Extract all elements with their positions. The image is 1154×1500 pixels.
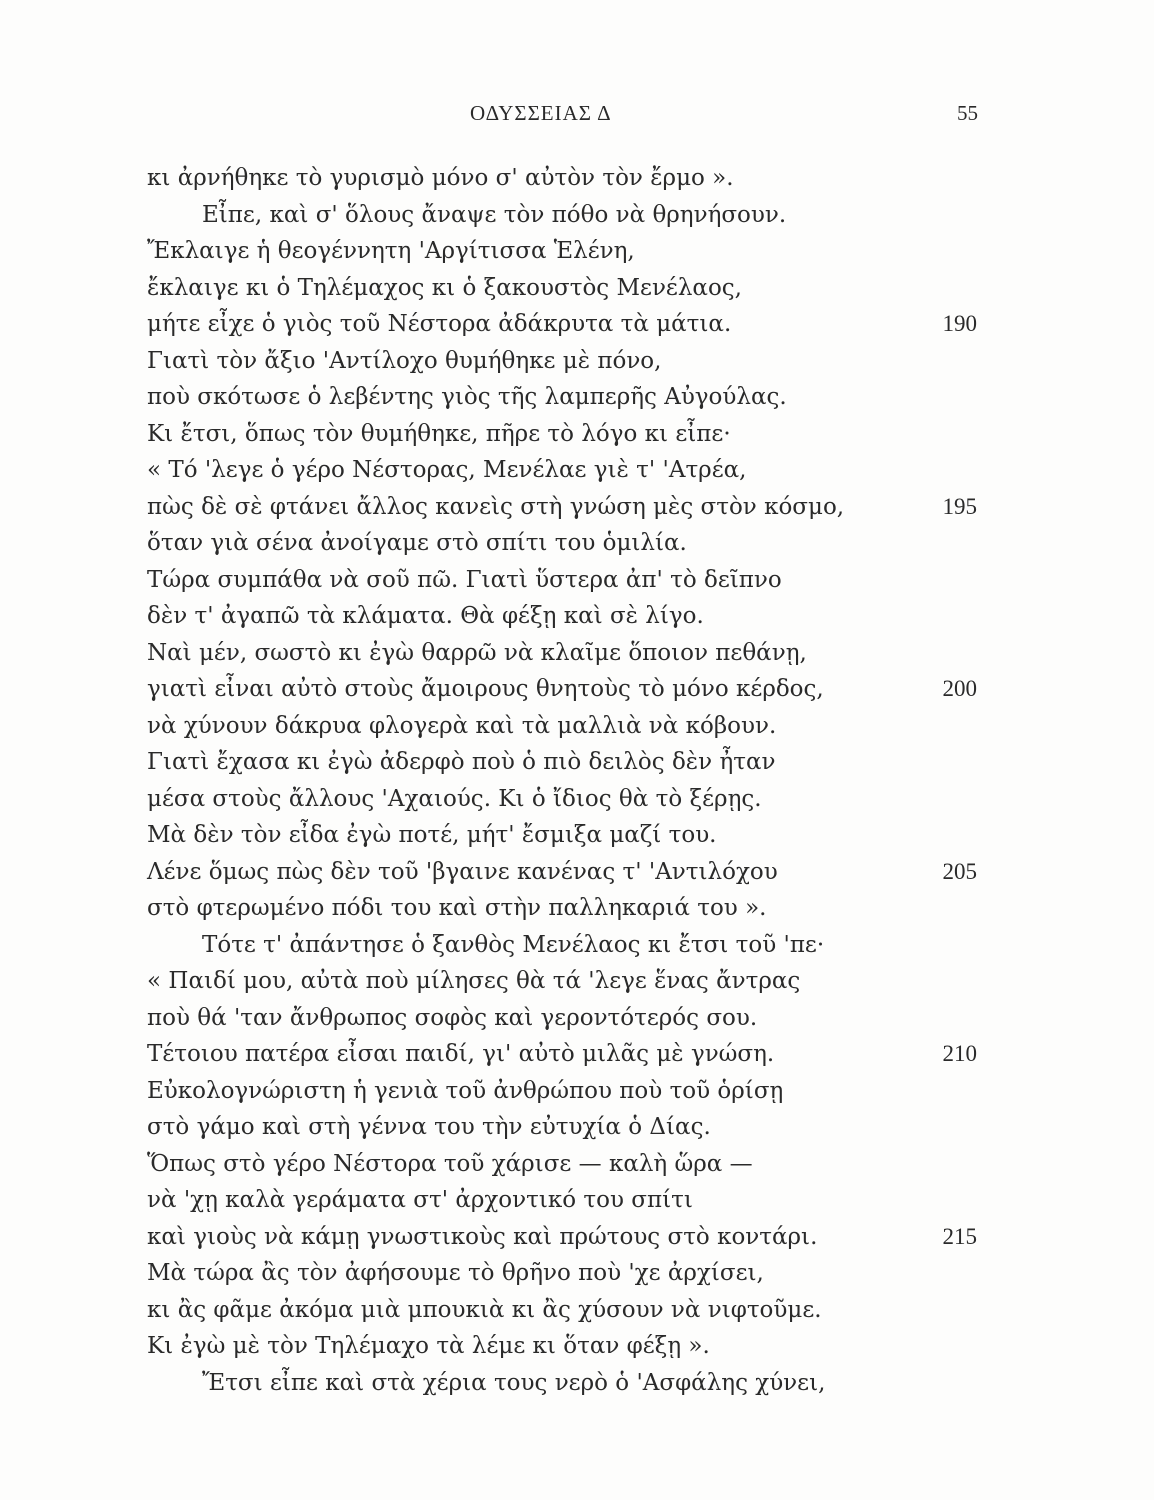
verse-text: ὅταν γιὰ σένα ἀνοίγαμε στὸ σπίτι του ὁμιλία. bbox=[147, 530, 687, 556]
verse-line bbox=[147, 781, 977, 818]
verse-line bbox=[147, 671, 977, 708]
verse-line bbox=[147, 343, 977, 380]
verse-text: Ὅπως στὸ γέρο Νέστορα τοῦ χάρισε — καλὴ ὥρα — bbox=[147, 1150, 753, 1177]
line-number: 205 bbox=[942, 858, 977, 884]
verse-line bbox=[147, 1219, 977, 1256]
verse-text: καὶ γιοὺς νὰ κάμῃ γνωστικοὺς καὶ πρώτους στὸ κοντάρι. bbox=[147, 1223, 818, 1250]
verse-line bbox=[147, 890, 977, 927]
page-header bbox=[0, 101, 1154, 131]
verse-line bbox=[147, 817, 977, 854]
verse-text: δὲν τ' ἀγαπῶ τὰ κλάματα. Θὰ φέξῃ καὶ σὲ λίγο. bbox=[147, 603, 704, 629]
verse-line bbox=[147, 1365, 977, 1402]
verse-line bbox=[147, 744, 977, 781]
verse-line bbox=[147, 562, 977, 599]
verse-text: στὸ φτερωμένο πόδι του καὶ στὴν παλληκαριά του ». bbox=[147, 895, 767, 921]
verse-text: Τότε τ' ἀπάντησε ὁ ξανθὸς Μενέλαος κι ἔτσι τοῦ 'πε· bbox=[202, 931, 825, 958]
verse-text: « Παιδί μου, αὐτὰ ποὺ μίλησες θὰ τά 'λεγε ἕνας ἄντρας bbox=[147, 968, 801, 994]
verse-line bbox=[147, 160, 977, 197]
verse-text: μέσα στοὺς ἄλλους 'Αχαιούς. Κι ὁ ἴδιος θὰ τὸ ξέρῃς. bbox=[147, 785, 762, 812]
poem-body bbox=[147, 160, 977, 1401]
line-number: 215 bbox=[942, 1223, 977, 1249]
verse-text: Τέτοιου πατέρα εἶσαι παιδί, γι' αὐτὸ μιλᾶς μὲ γνώση. bbox=[147, 1041, 775, 1067]
verse-line bbox=[147, 233, 977, 270]
verse-text: πὼς δὲ σὲ φτάνει ἄλλος κανεὶς στὴ γνώση μὲς στὸν κόσμο, bbox=[147, 493, 845, 520]
verse-text: μήτε εἶχε ὁ γιὸς τοῦ Νέστορα ἀδάκρυτα τὰ μάτια. bbox=[147, 311, 732, 337]
verse-text: Ναὶ μέν, σωστὸ κι ἐγὼ θαρρῶ νὰ κλαῖμε ὅποιον πεθάνῃ, bbox=[147, 639, 807, 666]
verse-text: Μὰ τώρα ἂς τὸν ἀφήσουμε τὸ θρῆνο ποὺ 'χε ἀρχίσει, bbox=[147, 1260, 764, 1286]
line-number: 210 bbox=[942, 1041, 977, 1066]
verse-text: νὰ 'χῃ καλὰ γεράματα στ' ἀρχοντικό του σπίτι bbox=[147, 1187, 693, 1213]
verse-line bbox=[147, 416, 977, 453]
verse-line bbox=[147, 1073, 977, 1110]
verse-text: Μὰ δὲν τὸν εἶδα ἐγὼ ποτέ, μήτ' ἔσμιξα μαζί του. bbox=[147, 822, 717, 848]
verse-line bbox=[147, 452, 977, 489]
verse-text: « Τό 'λεγε ὁ γέρο Νέστορας, Μενέλαε γιὲ τ' 'Ατρέα, bbox=[147, 457, 747, 483]
verse-text: Εἶπε, καὶ σ' ὅλους ἄναψε τὸν πόθο νὰ θρηνήσουν. bbox=[202, 201, 787, 228]
verse-text: Κι ἔτσι, ὅπως τὸν θυμήθηκε, πῆρε τὸ λόγο κι εἶπε· bbox=[147, 420, 731, 447]
verse-line bbox=[147, 1000, 977, 1037]
verse-line bbox=[147, 1182, 977, 1219]
verse-text: Ἔκλαιγε ἡ θεογέννητη 'Αργίτισσα Ἑλένη, bbox=[147, 238, 635, 264]
verse-text: κι ἀρνήθηκε τὸ γυρισμὸ μόνο σ' αὐτὸν τὸν ἔρμο ». bbox=[147, 165, 734, 191]
verse-line bbox=[147, 1328, 977, 1365]
verse-text: Ἔτσι εἶπε καὶ στὰ χέρια τους νερὸ ὁ 'Ασφάλης χύνει, bbox=[202, 1369, 826, 1396]
line-number: 190 bbox=[942, 311, 977, 336]
line-number: 195 bbox=[942, 493, 977, 519]
verse-line bbox=[147, 306, 977, 343]
verse-text: ἔκλαιγε κι ὁ Τηλέμαχος κι ὁ ξακουστὸς Μενέλαος, bbox=[147, 274, 742, 301]
verse-line bbox=[147, 525, 977, 562]
verse-text: στὸ γάμο καὶ στὴ γέννα του τὴν εὐτυχία ὁ Δίας. bbox=[147, 1114, 711, 1140]
verse-text: ποὺ θά 'ταν ἄνθρωπος σοφὸς καὶ γεροντότερός σου. bbox=[147, 1004, 758, 1031]
verse-text: ποὺ σκότωσε ὁ λεβέντης γιὸς τῆς λαμπερῆς Αὐγούλας. bbox=[147, 384, 787, 410]
verse-line bbox=[147, 1146, 977, 1183]
verse-line bbox=[147, 489, 977, 526]
verse-text: νὰ χύνουν δάκρυα φλογερὰ καὶ τὰ μαλλιὰ νὰ κόβουν. bbox=[147, 712, 777, 739]
verse-line bbox=[147, 963, 977, 1000]
verse-text: γιατὶ εἶναι αὐτὸ στοὺς ἄμοιρους θνητοὺς τὸ μόνο κέρδος, bbox=[147, 676, 824, 702]
verse-text: Γιατὶ ἔχασα κι ἐγὼ ἀδερφὸ ποὺ ὁ πιὸ δειλὸς δὲν ἦταν bbox=[147, 749, 776, 775]
verse-line bbox=[147, 197, 977, 234]
verse-text: Εὐκολογνώριστη ἡ γενιὰ τοῦ ἀνθρώπου ποὺ τοῦ ὁρίσῃ bbox=[147, 1077, 784, 1104]
verse-line bbox=[147, 635, 977, 672]
verse-line bbox=[147, 379, 977, 416]
verse-text: Γιατὶ τὸν ἄξιο 'Αντίλοχο θυμήθηκε μὲ πόνο, bbox=[147, 347, 662, 374]
verse-text: Κι ἐγὼ μὲ τὸν Τηλέμαχο τὰ λέμε κι ὅταν φέξῃ ». bbox=[147, 1333, 710, 1359]
page-number: 55 bbox=[957, 101, 978, 125]
running-title: ΟΔΥΣΣΕΙΑΣ Δ bbox=[470, 101, 612, 125]
verse-line bbox=[147, 708, 977, 745]
verse-line bbox=[147, 1036, 977, 1073]
verse-text: κι ἂς φᾶμε ἀκόμα μιὰ μπουκιὰ κι ἂς χύσουν νὰ νιφτοῦμε. bbox=[147, 1296, 822, 1323]
verse-text: Λένε ὅμως πὼς δὲν τοῦ 'βγαινε κανένας τ' 'Αντιλόχου bbox=[147, 858, 778, 885]
verse-line bbox=[147, 270, 977, 307]
verse-line bbox=[147, 1292, 977, 1329]
verse-line bbox=[147, 598, 977, 635]
line-number: 200 bbox=[942, 676, 977, 701]
verse-line bbox=[147, 927, 977, 964]
verse-line bbox=[147, 854, 977, 891]
verse-line bbox=[147, 1255, 977, 1292]
verse-line bbox=[147, 1109, 977, 1146]
verse-text: Τώρα συμπάθα νὰ σοῦ πῶ. Γιατὶ ὕστερα ἀπ' τὸ δεῖπνο bbox=[147, 566, 782, 593]
